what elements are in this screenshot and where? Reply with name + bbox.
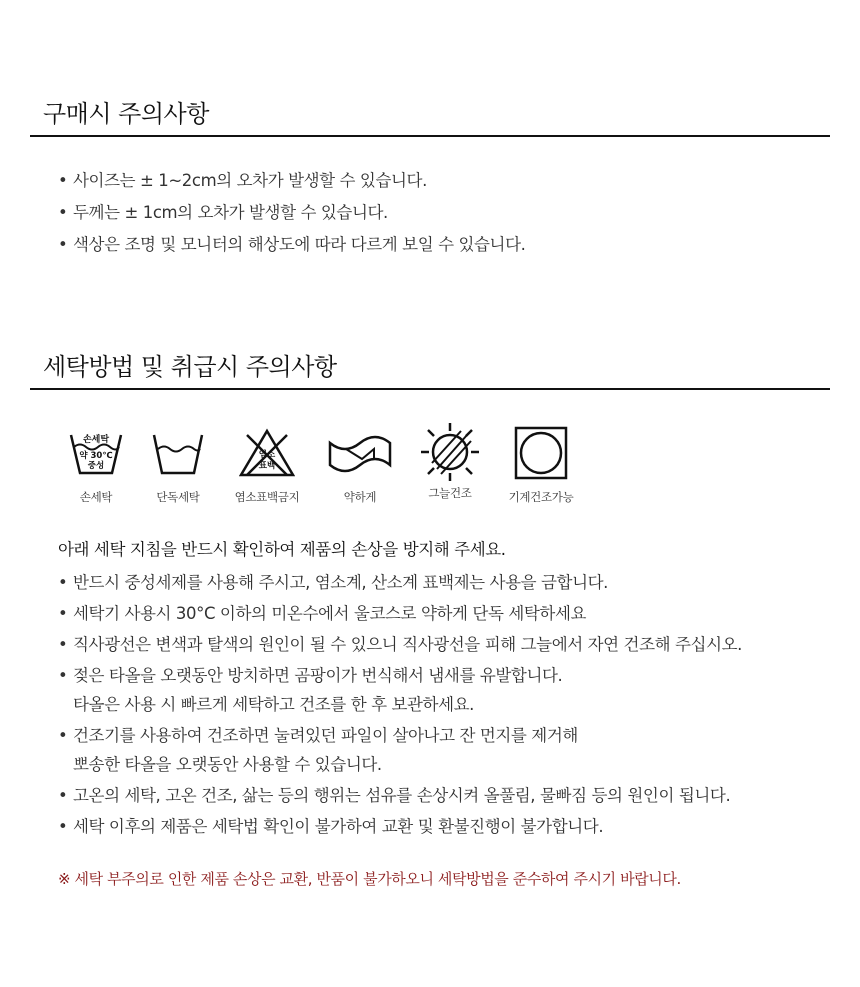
list-item: [58, 630, 742, 659]
instruction-line: 직사광선은 변색과 탈색의 원인이 될 수 있으니 직사광선을 피해 그늘에서 자연 건조해 주십시오.: [73, 635, 743, 654]
list-item: • 사이즈는 ± 1~2cm의 오차가 발생할 수 있습니다.: [58, 165, 525, 197]
instruction-line: 반드시 중성세제를 사용해 주시고, 염소계, 산소계 표백제는 사용을 금합니다.: [73, 573, 609, 592]
washing-instructions-list: [58, 568, 742, 843]
hand-wash-neutral-text: 중성: [87, 461, 105, 471]
instruction-line: 젖은 타올을 오랫동안 방치하면 곰팡이가 번식해서 냄새를 유발합니다.: [73, 666, 563, 685]
list-item: [58, 568, 742, 597]
list-item: • 색상은 조명 및 모니터의 해상도에 따라 다르게 보일 수 있습니다.: [58, 229, 525, 261]
list-item: [58, 599, 742, 628]
list-item: [58, 721, 742, 779]
list-item: [58, 781, 742, 810]
care-label: 그늘건조: [428, 486, 472, 500]
purchase-precautions-title: 구매시 주의사항: [43, 100, 209, 128]
instruction-line: 고온의 세탁, 고온 건조, 삶는 등의 행위는 섬유를 손상시켜 올풀림, 물빠짐 등의 원인이 됩니다.: [73, 786, 731, 805]
care-symbol-tumble-dry: [491, 425, 591, 505]
hand-wash-temp-text: 약 30℃: [79, 451, 113, 461]
no-chlorine-bleach-icon: [239, 425, 295, 481]
care-label: 염소표백금지: [234, 490, 300, 504]
care-symbol-separate-wash: [128, 425, 228, 505]
wash-tub-icon: [150, 425, 206, 481]
tumble-dry-icon: [513, 425, 569, 481]
care-symbol-gentle: [310, 425, 410, 505]
instruction-line: 건조기를 사용하여 건조하면 눌려있던 파일이 살아나고 잔 먼지를 제거해: [73, 726, 578, 745]
instruction-line: 세탁 이후의 제품은 세탁법 확인이 불가하여 교환 및 환불진행이 불가합니다.: [73, 817, 604, 836]
instruction-line: 세탁기 사용시 30°C 이하의 미온수에서 울코스로 약하게 단독 세탁하세요: [73, 604, 587, 623]
instruction-line-continued: 타올은 사용 시 빠르게 세탁하고 건조를 한 후 보관하세요.: [73, 695, 475, 714]
care-label: 손세탁: [79, 490, 113, 504]
washing-title-divider: [30, 388, 830, 390]
washing-warning-note: ※ 세탁 부주의로 인한 제품 손상은 교환, 반품이 불가하오니 세탁방법을 준수하여 주시기 바랍니다.: [58, 870, 681, 888]
bleach-inner-text: 표백: [258, 461, 276, 471]
care-label: 약하게: [343, 490, 377, 504]
purchase-notes-list: [58, 165, 525, 261]
care-symbol-no-chlorine-bleach: [217, 425, 317, 505]
washing-precautions-title: 세탁방법 및 취급시 주의사항: [43, 353, 337, 381]
care-label: 단독세탁: [156, 490, 200, 504]
instruction-line-continued: 뽀송한 타올을 오랫동안 사용할 수 있습니다.: [73, 755, 382, 774]
care-symbols-row: [60, 425, 600, 520]
bleach-inner-text: 염소: [258, 450, 276, 460]
purchase-title-divider: [30, 135, 830, 137]
list-item: [58, 661, 742, 719]
hand-wash-inner-text: 손세탁: [82, 435, 110, 445]
care-symbol-shade-dry: [400, 425, 500, 501]
care-label: 기계건조가능: [508, 490, 574, 504]
gentle-twist-icon: [328, 425, 392, 481]
washing-instruction-heading: 아래 세탁 지침을 반드시 확인하여 제품의 손상을 방지해 주세요.: [58, 540, 506, 559]
hand-wash-icon: [68, 425, 124, 481]
list-item: [58, 812, 742, 841]
shade-dry-icon: [419, 421, 481, 483]
list-item: • 두께는 ± 1cm의 오차가 발생할 수 있습니다.: [58, 197, 525, 229]
